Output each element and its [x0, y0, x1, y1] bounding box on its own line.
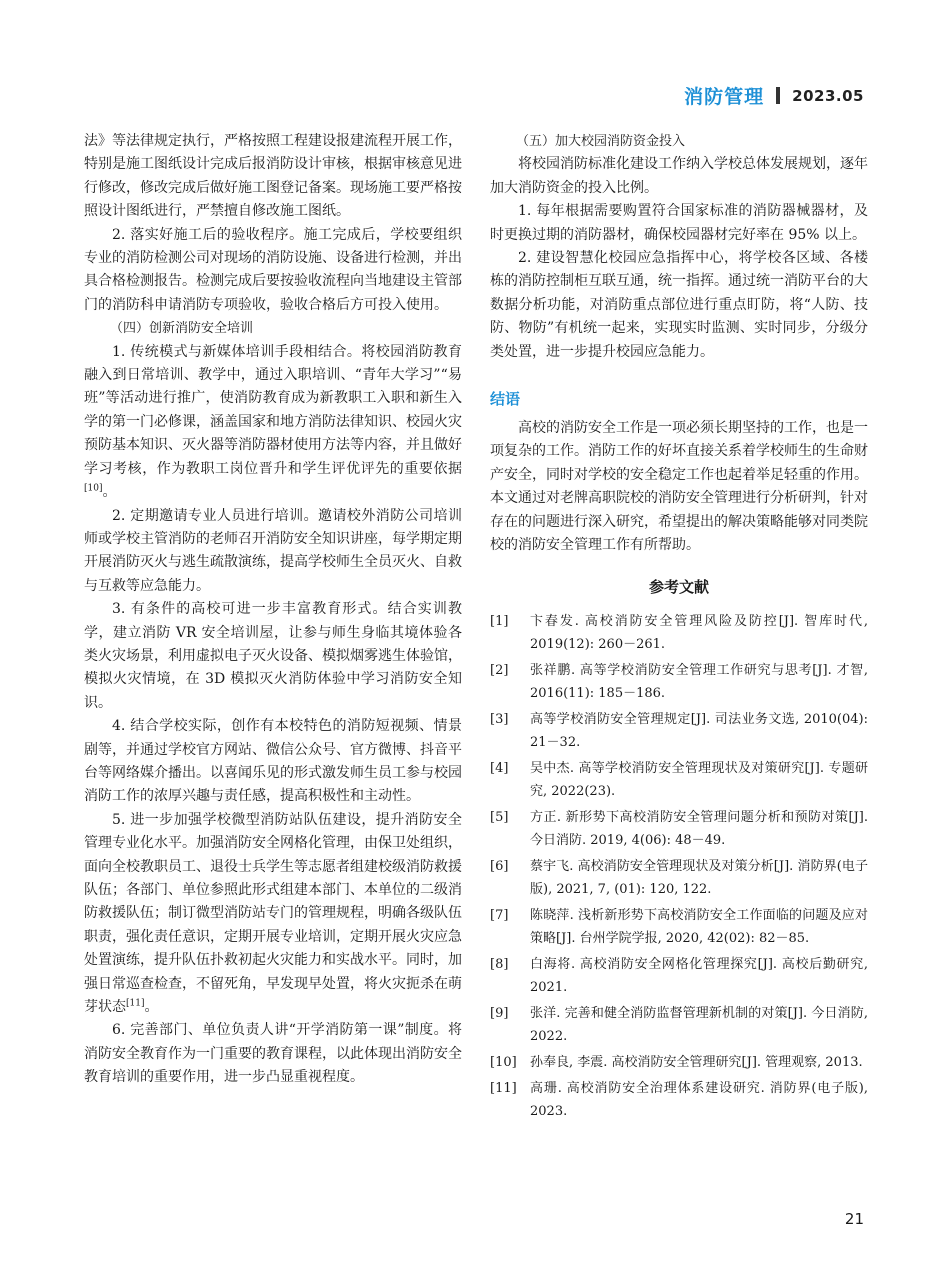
reference-item	[490, 757, 868, 803]
subsection-heading: （四）创新消防安全培训	[110, 321, 254, 337]
references-list	[490, 610, 868, 1123]
page-number: 21	[844, 1210, 864, 1228]
paragraph: 1. 每年根据需要购置符合国家标准的消防器械器材，及时更换过期的消防器材，确保校园器材完好率在 95% 以上。	[490, 203, 868, 243]
citation: [11]	[126, 998, 145, 1009]
subsection-heading: （五）加大校园消防资金投入	[516, 134, 686, 149]
reference-text: 白海将. 高校消防安全网格化管理探究[J]. 高校后勤研究, 2021.	[530, 956, 868, 995]
conclusion-paragraph: 高校的消防安全工作是一项必须长期坚持的工作，也是一项复杂的工作。消防工作的好坏直接关系着学校师生的生命财产安全，同时对学校的安全稳定工作也起着举足轻重的作用。本文通过对老牌高职院校的消防安全管理进行分析研判，针对存在的问题进行深入研究，希望提出的解决策略能够对同类院校的消防安全管理工作有所帮助。	[490, 420, 868, 554]
reference-item	[490, 1077, 868, 1123]
reference-text: 高等学校消防安全管理规定[J]. 司法业务文选, 2010(04): 21－32.	[530, 711, 868, 750]
paragraph	[84, 341, 462, 505]
paragraph-end: 。	[102, 484, 117, 501]
paragraph: 2. 定期邀请专业人员进行培训。邀请校外消防公司培训师或学校主管消防的老师召开消防安全知识讲座，每学期定期开展消防灭火与逃生疏散演练，提高学校师生全员灭火、自救与互救等应急能力。	[84, 507, 462, 594]
reference-number: [4]	[490, 760, 509, 776]
reference-item	[490, 610, 868, 656]
reference-item	[490, 708, 868, 754]
reference-text: 吴中杰. 高等学校消防安全管理现状及对策研究[J]. 专题研究, 2022(23).	[530, 760, 868, 799]
paragraph	[84, 809, 462, 1020]
reference-text: 陈晓萍. 浅析新形势下高校消防安全工作面临的问题及应对策略[J]. 台州学院学报, 2020, 42(02): 82－85.	[530, 907, 868, 946]
citation: [10]	[84, 483, 103, 494]
references-heading: 参考文献	[648, 577, 709, 596]
reference-text: 卞春发. 高校消防安全管理风险及防控[J]. 智库时代, 2019(12): 260－261.	[530, 613, 868, 652]
paragraph-text: 5. 进一步加强学校微型消防站队伍建设，提升消防安全管理专业化水平。加强消防安全网格化管理，由保卫处组织，面向全校教职员工、退役士兵学生等志愿者组建校级消防救援队伍；各部门、单位参照此形式组建本部门、本单位的二级消防救援队伍；制订微型消防站专门的管理规程，明确各级队伍职责，强化责任意识，定期开展专业培训，定期开展火灾应急处置演练，提升队伍扑救初起火灾能力和实战水平。同时，加强日常巡查检查，不留死角，早发现早处置，将火灾扼杀在萌芽状态	[84, 811, 462, 1016]
reference-number: [11]	[490, 1080, 517, 1096]
paragraph: 将校园消防标准化建设工作纳入学校总体发展规划，逐年加大消防资金的投入比例。	[490, 156, 868, 196]
reference-number: [5]	[490, 809, 509, 825]
paragraph: 2. 建设智慧化校园应急指挥中心，将学校各区域、各楼栋的消防控制柜互联互通，统一指挥。通过统一消防平台的大数据分析功能，对消防重点部位进行重点盯防，将“人防、技防、物防”有机统一起来，实现实时监测、实时同步，分级分类处置，进一步提升校园应急能力。	[490, 250, 868, 360]
reference-text: 高珊. 高校消防安全治理体系建设研究. 消防界(电子版), 2023.	[530, 1080, 868, 1119]
paragraph-end: 。	[144, 999, 159, 1016]
reference-number: [1]	[490, 613, 509, 629]
reference-number: [3]	[490, 711, 509, 727]
reference-text: 张祥鹏. 高等学校消防安全管理工作研究与思考[J]. 才智, 2016(11): 185－186.	[530, 662, 868, 701]
reference-number: [2]	[490, 662, 509, 678]
reference-text: 张洋. 完善和健全消防监督管理新机制的对策[J]. 今日消防, 2022.	[530, 1005, 868, 1044]
header-separator	[776, 87, 780, 104]
reference-item	[490, 659, 868, 705]
reference-item	[490, 806, 868, 852]
paragraph: 2. 落实好施工后的验收程序。施工完成后，学校要组织专业的消防检测公司对现场的消防设施、设备进行检测，并出具合格检测报告。检测完成后要按验收流程向当地建设主管部门的消防科申请消防专项验收，验收合格后方可投入使用。	[84, 226, 462, 313]
paragraph-text: 1. 传统模式与新媒体培训手段相结合。将校园消防教育融入到日常培训、教学中，通过入职培训、“青年大学习”“易班”等活动进行推广，使消防教育成为新教职工入职和新生入学的第一门必修课，涵盖国家和地方消防法律知识、校园火灾预防基本知识、灭火器等消防器材使用方法等内容，并且做好学习考核，作为教职工岗位晋升和学生评优评先的重要依据	[84, 343, 462, 477]
reference-item	[490, 953, 868, 999]
reference-text: 方正. 新形势下高校消防安全管理问题分析和预防对策[J]. 今日消防. 2019, 4(06): 48－49.	[530, 809, 868, 848]
reference-item	[490, 855, 868, 901]
paragraph: 法》等法律规定执行，严格按照工程建设报建流程开展工作，特别是施工图纸设计完成后报消防设计审核，根据审核意见进行修改，修改完成后做好施工图登记备案。现场施工要严格按照设计图纸进行，严禁擅自修改施工图纸。	[84, 133, 462, 220]
conclusion-heading: 结语	[490, 390, 521, 409]
right-column	[490, 130, 868, 1126]
reference-number: [9]	[490, 1005, 509, 1021]
reference-text: 孙奉良, 李震. 高校消防安全管理研究[J]. 管理观察, 2013.	[530, 1054, 863, 1070]
reference-item	[490, 1002, 868, 1048]
reference-number: [7]	[490, 907, 509, 923]
paragraph: 3. 有条件的高校可进一步丰富教育形式。结合实训教学，建立消防 VR 安全培训屋，让参与师生身临其境体验各类火灾场景，利用虚拟电子灭火设备、模拟烟雾逃生体验馆，模拟火灾情境，在 3D 模拟灭火消防体验中学习消防安全知识。	[84, 601, 462, 711]
left-column	[84, 130, 462, 1090]
reference-number: [8]	[490, 956, 509, 972]
reference-number: [10]	[490, 1054, 517, 1070]
reference-item	[490, 1051, 868, 1074]
issue-number: 2023.05	[792, 86, 864, 105]
paragraph: 4. 结合学校实际，创作有本校特色的消防短视频、情景剧等，并通过学校官方网站、微信公众号、官方微博、抖音平台等网络媒介播出。以喜闻乐见的形式激发师生员工参与校园消防工作的浓厚兴趣与责任感，提高积极性和主动性。	[84, 718, 462, 805]
page-header	[684, 82, 864, 109]
reference-text: 蔡宇飞. 高校消防安全管理现状及对策分析[J]. 消防界(电子版), 2021, 7, (01): 120, 122.	[530, 858, 868, 897]
reference-number: [6]	[490, 858, 509, 874]
paragraph: 6. 完善部门、单位负责人讲“开学消防第一课”制度。将消防安全教育作为一门重要的教育课程，以此体现出消防安全教育培训的重要作用，进一步凸显重视程度。	[84, 1022, 462, 1086]
journal-name: 消防管理	[684, 86, 765, 108]
reference-item	[490, 904, 868, 950]
